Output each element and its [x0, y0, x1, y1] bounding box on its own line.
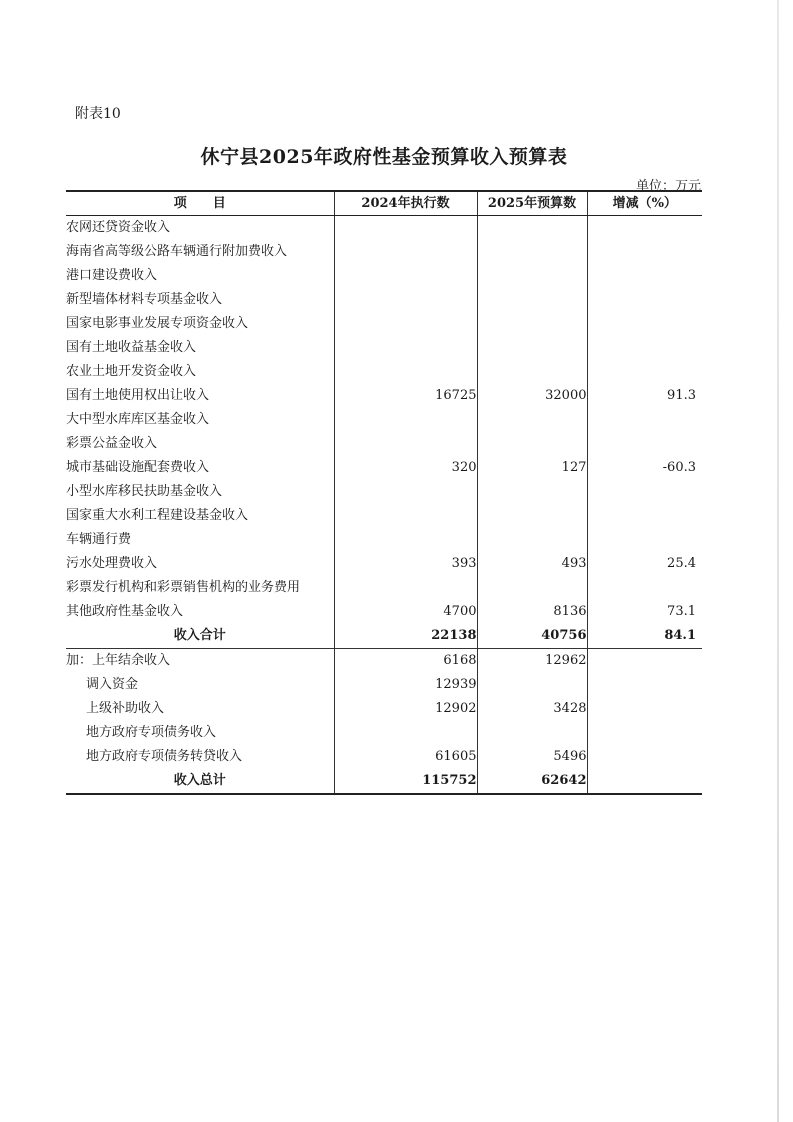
row-value-2024: 4700 — [334, 600, 477, 624]
row-value-2024 — [334, 408, 477, 432]
row-item-name: 国家电影事业发展专项资金收入 — [66, 316, 249, 331]
header-item: 项 目 — [66, 191, 334, 216]
table-row — [66, 264, 702, 288]
row-value-2024: 16725 — [334, 384, 477, 408]
row-item-name: 海南省高等级公路车辆通行附加费收入 — [66, 244, 288, 259]
page-edge-shadow — [777, 0, 779, 1122]
row-item-name: 城市基础设施配套费收入 — [66, 460, 210, 475]
appendix-label: 附表10 — [75, 106, 121, 122]
row-change-pct — [587, 336, 702, 360]
row-value-2024: 6168 — [334, 649, 477, 674]
row-value-2025 — [477, 504, 587, 528]
row-item-name: 港口建设费收入 — [66, 268, 158, 283]
row-item-name: 新型墙体材料专项基金收入 — [66, 292, 223, 307]
row-value-2024: 22138 — [334, 624, 477, 649]
row-change-pct — [587, 264, 702, 288]
table-row — [66, 528, 702, 552]
row-value-2025 — [477, 288, 587, 312]
row-value-2025: 127 — [477, 456, 587, 480]
table-row — [66, 576, 702, 600]
row-change-pct — [587, 697, 702, 721]
row-change-pct: 84.1 — [587, 624, 702, 649]
table-row — [66, 240, 702, 264]
row-item-name: 国家重大水利工程建设基金收入 — [66, 508, 249, 523]
row-item-name: 国有土地收益基金收入 — [66, 340, 197, 355]
row-item-name: 其他政府性基金收入 — [66, 604, 184, 619]
row-value-2024 — [334, 336, 477, 360]
row-change-pct: 25.4 — [587, 552, 702, 576]
row-change-pct: 73.1 — [587, 600, 702, 624]
row-value-2025 — [477, 432, 587, 456]
row-item-name: 地方政府专项债务转贷收入 — [86, 749, 243, 764]
row-value-2024 — [334, 360, 477, 384]
row-value-2025: 12962 — [477, 649, 587, 674]
row-value-2024: 115752 — [334, 769, 477, 794]
row-value-2024: 320 — [334, 456, 477, 480]
row-value-2025 — [477, 576, 587, 600]
table-row — [66, 360, 702, 384]
table-row — [66, 552, 702, 576]
header-2024-actual: 2024年执行数 — [334, 191, 477, 216]
row-item-name: 彩票公益金收入 — [66, 436, 158, 451]
table-row — [66, 504, 702, 528]
row-item-name: 农网还贷资金收入 — [66, 220, 171, 235]
row-value-2025: 493 — [477, 552, 587, 576]
table-row — [66, 384, 702, 408]
row-item-name: 车辆通行费 — [66, 532, 132, 547]
row-value-2025 — [477, 360, 587, 384]
row-item-name: 上级补助收入 — [86, 701, 165, 716]
row-value-2025 — [477, 408, 587, 432]
row-value-2025 — [477, 673, 587, 697]
table-row — [66, 408, 702, 432]
row-value-2024: 393 — [334, 552, 477, 576]
row-item-name: 彩票发行机构和彩票销售机构的业务费用 — [66, 580, 301, 595]
row-change-pct — [587, 721, 702, 745]
row-change-pct — [587, 432, 702, 456]
header-change-pct: 增减（%） — [587, 191, 702, 216]
row-item-name: 地方政府专项债务收入 — [86, 725, 217, 740]
row-value-2024 — [334, 312, 477, 336]
row-value-2025 — [477, 216, 587, 241]
row-change-pct — [587, 360, 702, 384]
row-value-2024 — [334, 576, 477, 600]
row-value-2024 — [334, 432, 477, 456]
row-value-2024 — [334, 288, 477, 312]
row-change-pct — [587, 576, 702, 600]
row-item-name: 调入资金 — [86, 677, 139, 692]
row-change-pct — [587, 528, 702, 552]
row-value-2024 — [334, 480, 477, 504]
subtotal-row — [66, 624, 702, 649]
table-row — [66, 600, 702, 624]
row-value-2025 — [477, 240, 587, 264]
row-value-2024 — [334, 216, 477, 241]
table-row — [66, 649, 702, 674]
row-value-2025 — [477, 528, 587, 552]
row-item-name: 农业土地开发资金收入 — [66, 364, 197, 379]
row-value-2025 — [477, 721, 587, 745]
row-change-pct — [587, 769, 702, 794]
row-item-name: 小型水库移民扶助基金收入 — [66, 484, 223, 499]
row-change-pct — [587, 745, 702, 769]
header-2025-budget: 2025年预算数 — [477, 191, 587, 216]
row-value-2025: 3428 — [477, 697, 587, 721]
table-row — [66, 673, 702, 697]
row-change-pct — [587, 288, 702, 312]
row-value-2024: 12939 — [334, 673, 477, 697]
row-change-pct — [587, 216, 702, 241]
row-value-2024 — [334, 264, 477, 288]
row-item-name: 加：上年结余收入 — [66, 653, 171, 668]
row-item-name: 国有土地使用权出让收入 — [66, 388, 210, 403]
table-row — [66, 480, 702, 504]
unit-label: 单位：万元 — [635, 179, 701, 194]
row-change-pct — [587, 649, 702, 674]
row-change-pct — [587, 480, 702, 504]
total-row — [66, 769, 702, 794]
budget-table — [66, 190, 702, 795]
row-value-2024: 61605 — [334, 745, 477, 769]
table-header-row — [66, 191, 702, 216]
row-change-pct — [587, 673, 702, 697]
row-item-name: 收入总计 — [66, 769, 334, 794]
table-row — [66, 697, 702, 721]
row-value-2024: 12902 — [334, 697, 477, 721]
row-value-2024 — [334, 721, 477, 745]
row-item-name: 收入合计 — [66, 624, 334, 649]
row-value-2025: 62642 — [477, 769, 587, 794]
table-row — [66, 745, 702, 769]
table-row — [66, 216, 702, 241]
row-value-2025 — [477, 480, 587, 504]
row-value-2025 — [477, 264, 587, 288]
row-change-pct: 91.3 — [587, 384, 702, 408]
row-value-2025 — [477, 312, 587, 336]
row-value-2025: 5496 — [477, 745, 587, 769]
row-item-name: 大中型水库库区基金收入 — [66, 412, 210, 427]
row-change-pct — [587, 504, 702, 528]
table-row — [66, 336, 702, 360]
page-title: 休宁县2025年政府性基金预算收入预算表 — [200, 146, 568, 168]
table-row — [66, 288, 702, 312]
row-value-2025: 32000 — [477, 384, 587, 408]
table-row — [66, 312, 702, 336]
row-value-2024 — [334, 504, 477, 528]
row-value-2024 — [334, 240, 477, 264]
table-row — [66, 721, 702, 745]
row-value-2025: 40756 — [477, 624, 587, 649]
row-value-2025: 8136 — [477, 600, 587, 624]
table-row — [66, 456, 702, 480]
row-change-pct: -60.3 — [587, 456, 702, 480]
row-change-pct — [587, 312, 702, 336]
row-value-2024 — [334, 528, 477, 552]
row-change-pct — [587, 240, 702, 264]
row-value-2025 — [477, 336, 587, 360]
table-row — [66, 432, 702, 456]
row-item-name: 污水处理费收入 — [66, 556, 158, 571]
row-change-pct — [587, 408, 702, 432]
